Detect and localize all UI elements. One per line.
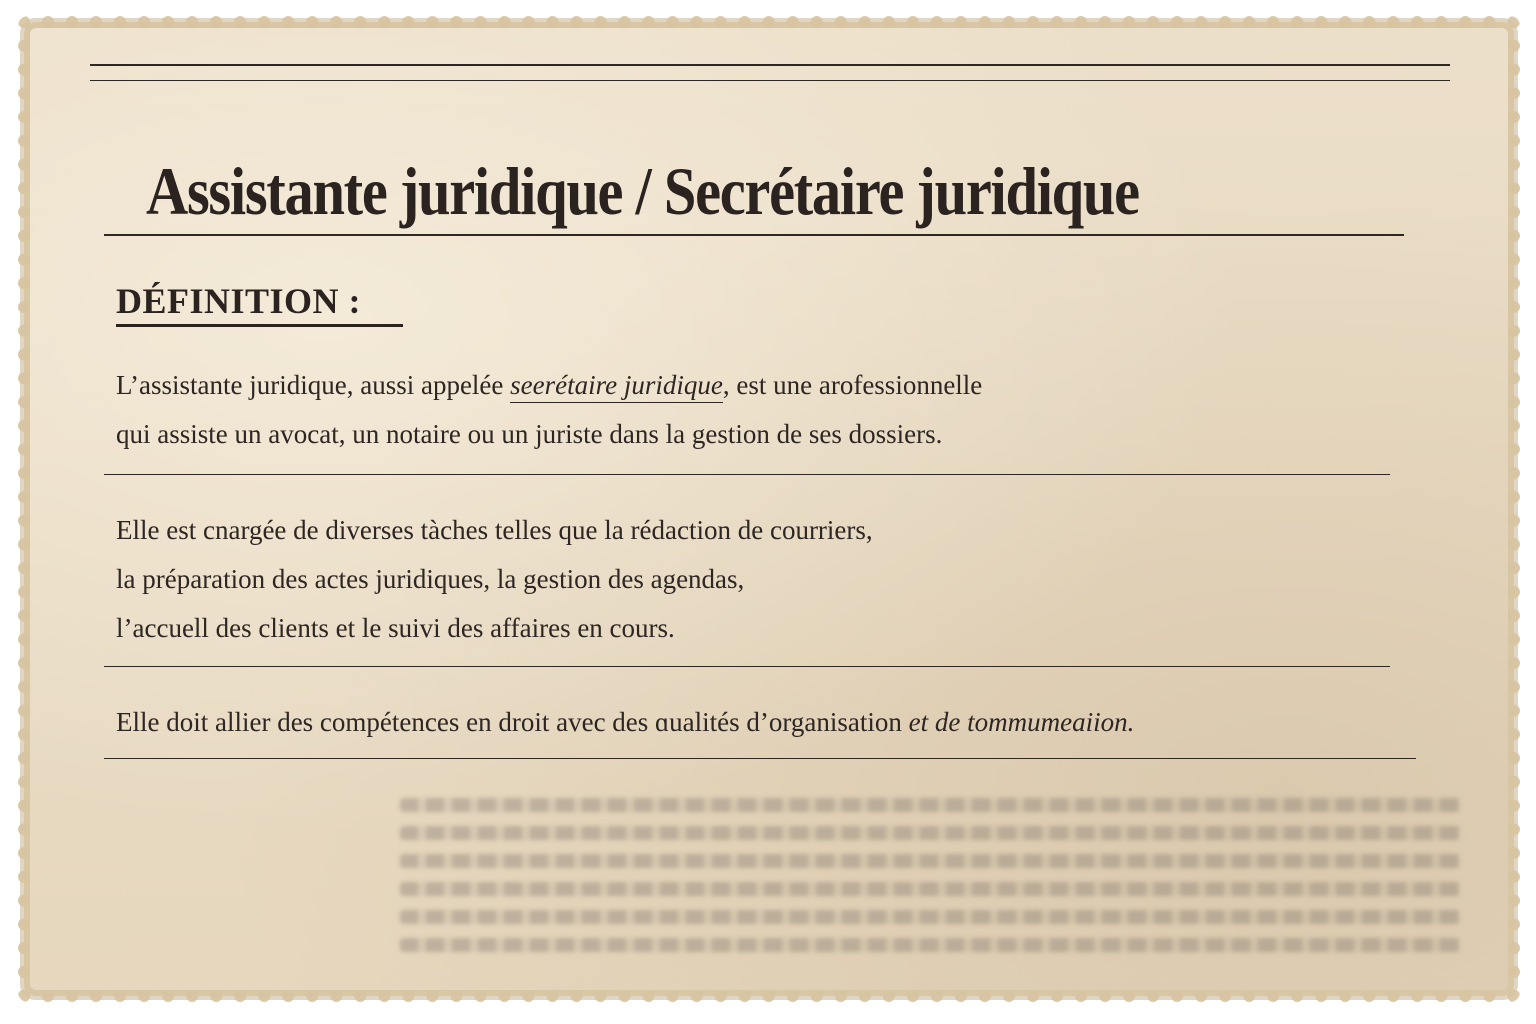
faded-print-line-5: [400, 910, 1460, 924]
paragraph-definition-line-1: [116, 361, 982, 410]
paragraph-tasks-line-3: l’accuell des clients et le suivi des affaires en cours.: [116, 613, 675, 643]
paragraph-definition-line-2: qui assiste un avocat, un notaire ou un juriste dans la gestion de ses dossiers.: [116, 419, 943, 449]
paragraph-skills-italic: et de tommumeaiion.: [908, 707, 1135, 737]
divider-1: [104, 474, 1390, 475]
divider-3: [104, 758, 1416, 759]
faded-print-line-6: [400, 938, 1460, 952]
top-rule-2: [90, 80, 1450, 81]
paragraph-tasks-line-2: la préparation des actes juridiques, la gestion des agendas,: [116, 564, 745, 594]
faded-print-line-3: [400, 854, 1460, 868]
faded-print-line-4: [400, 882, 1460, 896]
divider-2: [104, 666, 1390, 667]
headline: Assistante juridique / Secrétaire juridique: [146, 153, 1139, 229]
paragraph-definition-text-a: L’assistante juridique, aussi appelée: [116, 370, 511, 400]
faded-print-line-1: [400, 798, 1460, 812]
top-rule-1: [90, 64, 1450, 66]
definition-label: DÉFINITION :: [116, 281, 362, 321]
paragraph-tasks: [116, 506, 873, 653]
paragraph-skills-text: Elle doit allier des compétences en droit avec des ɑualités d’organisation: [116, 707, 909, 737]
paragraph-skills-line: [116, 698, 1134, 747]
paragraph-definition-emphasis: seerétaire juridique: [510, 370, 723, 403]
headline-rule: [104, 234, 1404, 236]
definition-label-underline: [116, 324, 403, 327]
paragraph-skills: [116, 698, 1134, 747]
newspaper-clipping: [30, 28, 1508, 990]
faded-print-line-2: [400, 826, 1460, 840]
paragraph-definition-text-b: , est une arofessionnelle: [722, 370, 983, 400]
paragraph-definition: [116, 361, 982, 459]
paragraph-tasks-line-1: Elle est cnargée de diverses tàches telles que la rédaction de courriers,: [116, 515, 873, 545]
